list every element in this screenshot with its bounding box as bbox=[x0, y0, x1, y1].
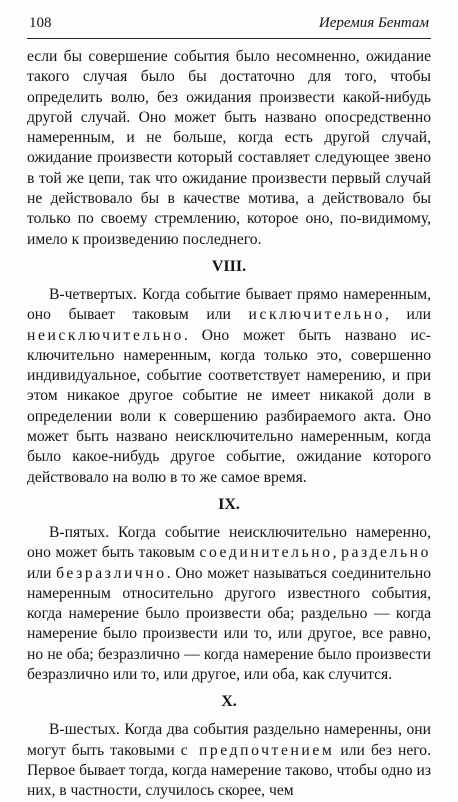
spaced-term-indifferently: безразлично bbox=[56, 564, 167, 582]
paragraph-sixthly bbox=[27, 720, 431, 801]
text-run: В-четвертых. Когда событие бывает прямо намеренным, оно бывает таковым или bbox=[27, 285, 431, 324]
text-run: В-пятых. Когда событие неисключительно намеренно, оно может быть таковым bbox=[27, 523, 431, 562]
spaced-term-conjunctively: соединительно bbox=[199, 544, 333, 562]
spaced-term-exclusively: исключительно bbox=[248, 306, 385, 324]
text-run: , bbox=[332, 544, 342, 562]
section-heading-viii: VIII. bbox=[211, 257, 247, 275]
spaced-term-with-preference: с предпочтением bbox=[180, 741, 335, 759]
text-run: В-шестых. Когда два события раздельно намеренны, они могут быть таковыми bbox=[27, 721, 431, 759]
text-run: , или bbox=[384, 306, 431, 324]
spaced-term-disjunctively: раздельно bbox=[341, 544, 432, 562]
paragraph-fifthly bbox=[27, 523, 431, 685]
text-run: . Оно может быть названо исключительно намеренным, когда только это, совершенно индивидуальное, событие соответствует намерению, и при этом никакое другое событие не имеет никакой доли в определении воли к совершению разбираемого акта. Оно может быть названо неисключительно намеренным, когда было какое-нибудь другое событие, ожидание которого действовало на волю в то же самое время. bbox=[27, 326, 431, 486]
page-body bbox=[27, 47, 431, 802]
running-title: Иеремия Бентам bbox=[318, 15, 429, 31]
paragraph-continued: если бы совершение события было несомненно, ожидание такого случая было бы достаточно для того, чтобы определить волю, без ожидания произвести какой-нибудь другой случай. Оно может быть названо опосредственно намеренным, и не больше, когда есть другой случай, ожидание произвести который составляет следующее звено в той же цепи, так что ожидание произвести первый случай не действовало бы в качестве мотива, а действовало бы только по своему стремлению, которое оно, по-видимому, имело к произведению последнего. bbox=[27, 48, 431, 248]
section-heading-ix: IX. bbox=[218, 495, 240, 513]
spaced-term-non-exclusively: неисключительно bbox=[27, 326, 184, 344]
text-run: . Оно может называться соединительно намеренным относительно другого известного события, когда намерение было произвести оба; раздельно — когда намерение было произвести или то, или другое, все равно, но не оба; безразлично — когда намерение было произвести безразлично или то, или другое, или оба, как случится. bbox=[27, 564, 431, 684]
paragraph-fourthly bbox=[27, 285, 431, 488]
text-run: или bbox=[27, 564, 57, 582]
text-run: или без него. Первое бывает тогда, когда намерение таково, чтобы одно из них, в частности, случилось скорее, чем bbox=[27, 741, 431, 800]
section-heading-x: X. bbox=[221, 693, 237, 711]
page-header bbox=[27, 14, 431, 39]
page-number: 108 bbox=[29, 15, 52, 31]
